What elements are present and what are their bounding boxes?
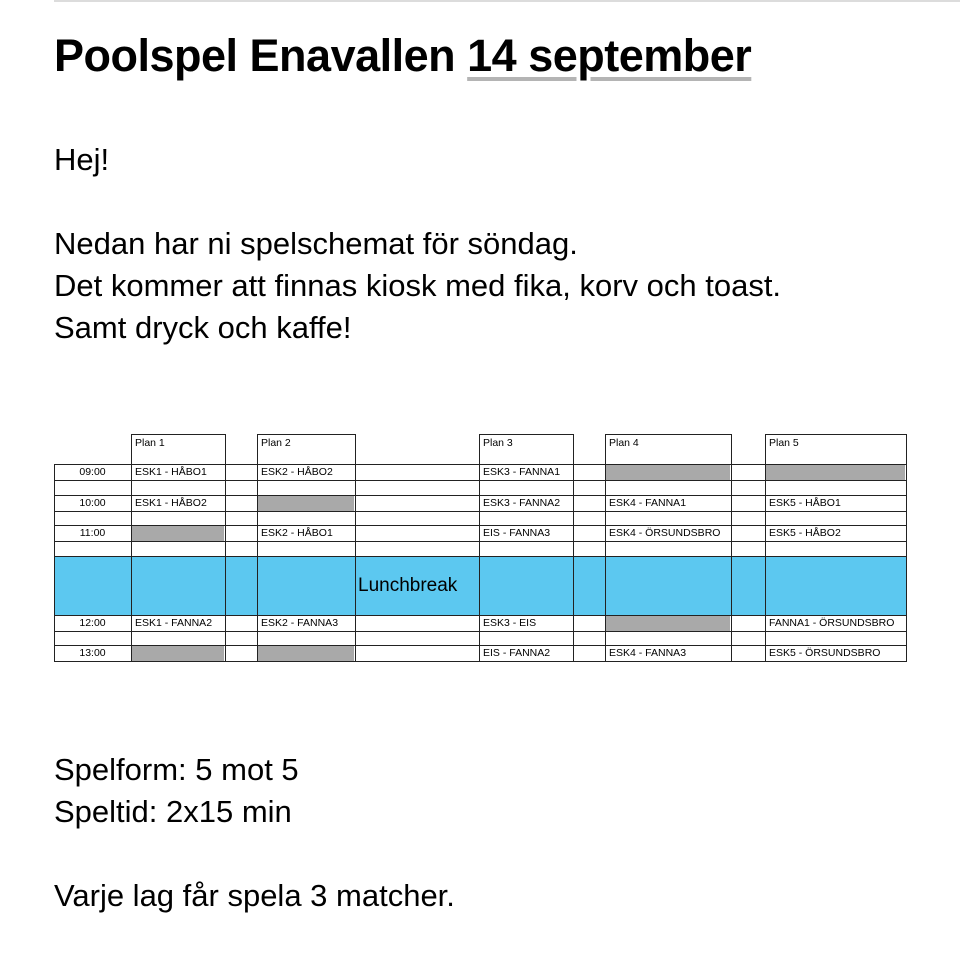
table-grid-line (765, 541, 766, 557)
table-grid-line (54, 511, 907, 512)
table-grid-line (479, 541, 480, 557)
match-cell: ESK1 - HÅBO1 (135, 466, 207, 478)
table-grid-line (573, 541, 574, 557)
table-grid-line (355, 556, 356, 616)
table-grid-line (731, 480, 732, 496)
schedule-table (54, 434, 906, 662)
format-line: Speltid: 2x15 min (54, 794, 292, 829)
table-grid-line (54, 511, 55, 526)
table-grid-line (479, 556, 480, 616)
table-grid-line (54, 480, 907, 481)
match-cell: ESK5 - HÅBO1 (769, 497, 841, 509)
table-grid-line (731, 615, 732, 632)
table-grid-line (257, 556, 258, 616)
table-grid-line (731, 511, 732, 526)
table-grid-line (906, 511, 907, 526)
match-cell: ESK2 - HÅBO1 (261, 527, 333, 539)
table-grid-line (54, 541, 55, 557)
table-grid-line (355, 645, 356, 662)
time-cell: 10:00 (79, 497, 106, 509)
match-cell: ESK2 - FANNA3 (261, 617, 339, 629)
table-grid-line (765, 434, 907, 435)
table-grid-line (54, 556, 907, 557)
table-grid-line (131, 556, 132, 616)
table-grid-line (731, 631, 732, 646)
match-cell: ESK5 - HÅBO2 (769, 527, 841, 539)
lunch-label: Lunchbreak (358, 575, 458, 596)
table-grid-line (573, 556, 574, 616)
table-grid-line (906, 541, 907, 557)
table-grid-line (731, 434, 732, 464)
blocked-slot (258, 646, 354, 661)
lunch-band (54, 556, 906, 615)
table-grid-line (225, 645, 226, 662)
field-header: Plan 2 (261, 437, 291, 449)
table-grid-line (355, 511, 356, 526)
table-grid-line (605, 434, 732, 435)
table-grid-line (906, 434, 907, 464)
table-grid-line (479, 480, 480, 496)
table-grid-line (765, 511, 766, 526)
table-grid-line (225, 556, 226, 616)
table-grid-line (131, 480, 132, 496)
table-grid-line (605, 541, 606, 557)
table-grid-line (257, 434, 356, 435)
closing-text: Varje lag får spela 3 matcher. (54, 878, 455, 913)
table-grid-line (906, 556, 907, 616)
table-grid-line (731, 464, 732, 481)
page-title (54, 26, 751, 86)
match-cell: ESK2 - HÅBO2 (261, 466, 333, 478)
table-grid-line (54, 541, 907, 542)
blocked-slot (606, 465, 730, 480)
blocked-slot (132, 526, 224, 541)
match-cell: FANNA1 - ÖRSUNDSBRO (769, 617, 895, 629)
top-divider (54, 0, 960, 2)
table-grid-line (131, 434, 226, 435)
table-grid-line (479, 434, 574, 435)
table-grid-line (257, 511, 258, 526)
table-grid-line (573, 434, 574, 464)
intro-line: Samt dryck och kaffe! (54, 310, 352, 345)
table-grid-line (355, 495, 356, 512)
match-cell: ESK1 - FANNA2 (135, 617, 213, 629)
match-cell: EIS - FANNA2 (483, 647, 551, 659)
title-text: Poolspel Enavallen (54, 30, 468, 81)
table-grid-line (131, 541, 132, 557)
table-grid-line (355, 480, 356, 496)
table-grid-line (479, 511, 480, 526)
table-grid-line (355, 434, 356, 464)
intro-line: Det kommer att finnas kiosk med fika, korv och toast. (54, 268, 782, 303)
match-cell: EIS - FANNA3 (483, 527, 551, 539)
blocked-slot (606, 616, 730, 631)
time-cell: 11:00 (79, 527, 106, 539)
table-grid-line (131, 645, 132, 662)
format-paragraph (54, 749, 299, 833)
blocked-slot (766, 465, 905, 480)
blocked-slot (258, 496, 354, 511)
match-cell: ESK3 - FANNA1 (483, 466, 561, 478)
table-grid-line (257, 645, 258, 662)
table-grid-line (731, 541, 732, 557)
table-grid-line (605, 511, 606, 526)
table-grid-line (573, 511, 574, 526)
table-grid-line (257, 541, 258, 557)
table-grid-line (225, 541, 226, 557)
match-cell: ESK5 - ÖRSUNDSBRO (769, 647, 881, 659)
table-grid-line (225, 525, 226, 542)
time-cell: 13:00 (79, 647, 106, 659)
table-grid-line (605, 480, 606, 496)
table-grid-line (906, 631, 907, 646)
table-grid-line (54, 631, 55, 646)
match-cell: ESK3 - FANNA2 (483, 497, 561, 509)
blocked-slot (132, 646, 224, 661)
match-cell: ESK4 - FANNA3 (609, 647, 687, 659)
table-grid-line (54, 631, 907, 632)
table-grid-line (131, 511, 132, 526)
table-grid-line (573, 631, 574, 646)
table-grid-line (605, 556, 606, 616)
field-header: Plan 1 (135, 437, 165, 449)
match-cell: ESK3 - EIS (483, 617, 537, 629)
match-cell: ESK4 - ÖRSUNDSBRO (609, 527, 721, 539)
table-grid-line (731, 556, 732, 616)
table-grid-line (479, 631, 480, 646)
field-header: Plan 4 (609, 437, 639, 449)
format-line: Spelform: 5 mot 5 (54, 752, 299, 787)
table-grid-line (257, 480, 258, 496)
table-grid-line (765, 480, 766, 496)
table-grid-line (54, 556, 55, 616)
table-grid-line (225, 480, 226, 496)
greeting-text: Hej! (54, 142, 110, 177)
date-link[interactable]: 14 september (467, 30, 752, 81)
table-grid-line (906, 480, 907, 496)
table-grid-line (131, 525, 132, 542)
table-grid-line (54, 661, 907, 662)
intro-line: Nedan har ni spelschemat för söndag. (54, 226, 578, 261)
table-grid-line (906, 464, 907, 481)
table-grid-line (765, 464, 766, 481)
table-grid-line (355, 631, 356, 646)
match-cell: ESK1 - HÅBO2 (135, 497, 207, 509)
table-grid-line (225, 511, 226, 526)
table-grid-line (257, 631, 258, 646)
table-grid-line (605, 631, 606, 646)
time-cell: 12:00 (79, 617, 106, 629)
field-header: Plan 3 (483, 437, 513, 449)
field-header: Plan 5 (769, 437, 799, 449)
table-grid-line (54, 480, 55, 496)
table-grid-line (765, 631, 766, 646)
match-cell: ESK4 - FANNA1 (609, 497, 687, 509)
time-cell: 09:00 (79, 466, 106, 478)
table-grid-line (225, 434, 226, 464)
table-grid-line (355, 541, 356, 557)
table-grid-line (765, 556, 766, 616)
table-grid-line (131, 631, 132, 646)
table-grid-line (573, 480, 574, 496)
table-grid-line (225, 631, 226, 646)
intro-paragraph (54, 223, 781, 349)
